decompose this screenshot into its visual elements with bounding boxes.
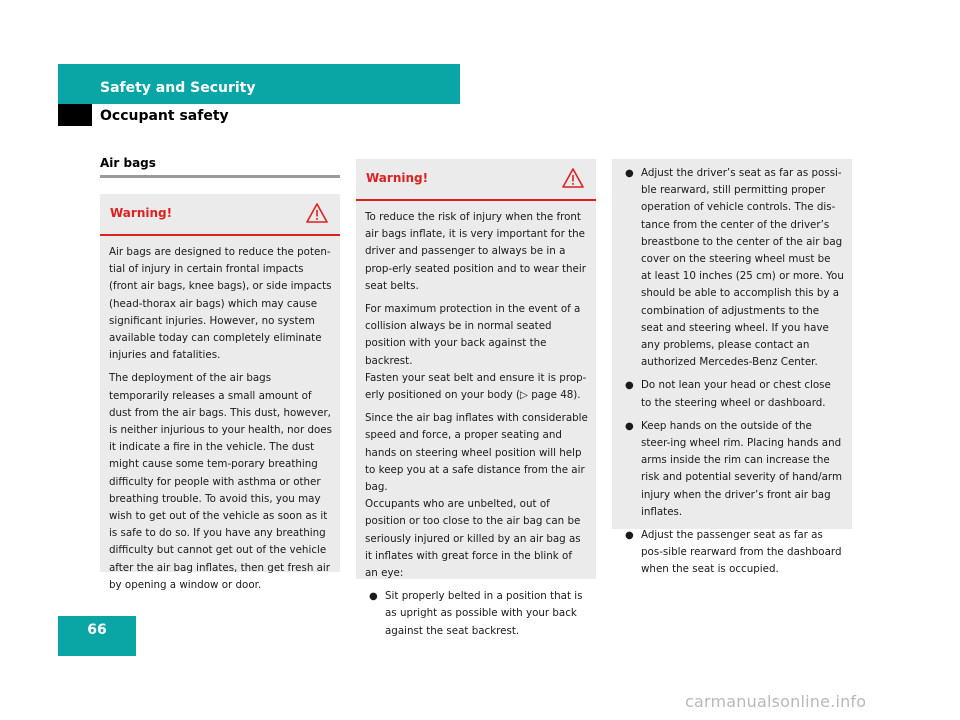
bullet-icon: ● xyxy=(625,380,634,392)
list-item-text: Adjust the passenger seat as far as pos-sible rearward from the dashboard when the seat is occupied. xyxy=(641,529,842,576)
paragraph: For maximum protection in the event of a collision always be in normal seated position with your back against the backrest. xyxy=(365,303,581,367)
watermark: carmanualsonline.info xyxy=(685,692,867,711)
warning-label: Warning! xyxy=(366,171,429,185)
warning-body xyxy=(100,236,340,606)
list-item xyxy=(621,527,844,579)
paragraph: Occupants who are unbelted, out of position or too close to the air bag can be seriously injured or killed by an air bag as it inflates with great force in the blink of an eye: xyxy=(365,498,581,580)
list-item-text: Sit properly belted in a position that is as upright as possible with your back against the seat backrest. xyxy=(385,590,583,637)
bullet-icon: ● xyxy=(369,591,378,603)
bullet-list xyxy=(621,165,844,579)
bullet-icon: ● xyxy=(625,420,634,432)
section-marker xyxy=(58,104,92,126)
list-item-text: Adjust the driver’s seat as far as possi-ble rearward, still permitting proper operation of vehicle controls. The dis-tance from the center of the driver’s breastbone to the center of the air bag cover on the steering wheel must be at least 10 inches (25 cm) or more. You should be able to accomplish this by a combination of adjustments to the seat and steering wheel. If you have any problems, please contact an authorized Mercedes-Benz Center. xyxy=(641,167,844,369)
page-number-box xyxy=(58,616,136,656)
warning-triangle-icon xyxy=(306,203,328,223)
topic-divider xyxy=(100,175,340,178)
warning-triangle-icon xyxy=(562,168,584,188)
instruction-box-right xyxy=(612,159,852,576)
warning-box-left xyxy=(100,194,340,591)
paragraph: Since the air bag inflates with considerable speed and force, a proper seating and hands on steering wheel position will help to keep you at a safe distance from the air bag. xyxy=(365,412,588,494)
list-item-text: Do not lean your head or chest close to the steering wheel or dashboard. xyxy=(641,379,831,409)
list-item xyxy=(621,418,844,521)
topic-heading: Air bags xyxy=(100,156,156,170)
bullet-icon: ● xyxy=(625,168,634,179)
paragraph: Fasten your seat belt and ensure it is prop-erly positioned on your body (▷ page 48). xyxy=(365,371,587,402)
warning-label: Warning! xyxy=(110,206,173,220)
list-item xyxy=(621,165,844,371)
paragraph: Air bags are designed to reduce the poten-tial of injury in certain frontal impacts (front air bags, knee bags), or side impacts (head-thorax air bags) which may cause significant injuries. However, no system available today can completely eliminate injuries and fatalities. xyxy=(109,246,332,362)
bullet-list xyxy=(365,588,588,640)
list-item-text: Keep hands on the outside of the steer-ing wheel rim. Placing hands and arms inside the rim can increase the risk and potential severity of hand/arm injury when the driver’s front air bag inflates. xyxy=(641,419,843,518)
warning-header xyxy=(100,194,340,236)
section-title: Safety and Security xyxy=(100,80,256,96)
warning-box-middle xyxy=(356,159,596,637)
subsection-title: Occupant safety xyxy=(100,108,229,124)
instruction-body xyxy=(612,159,852,591)
paragraph: To reduce the risk of injury when the front air bags inflate, it is very important for the driver and passenger to always be in a prop-erly seated position and to wear their seat belts. xyxy=(365,211,586,292)
warning-header xyxy=(356,159,596,201)
warning-body xyxy=(356,201,596,652)
list-item xyxy=(621,377,844,411)
paragraph: The deployment of the air bags temporarily releases a small amount of dust from the air bags. This dust, however, is neither injurious to your health, nor does it indicate a fire in the vehicle. The dust might cause some tem-porary breathing difficulty for people with asthma or other breathing trouble. To avoid this, you may wish to get out of the vehicle as soon as it is safe to do so. If you have any breathing difficulty but cannot get out of the vehicle after the air bag inflates, then get fresh air by opening a window or door. xyxy=(109,372,333,591)
bullet-icon: ● xyxy=(625,530,634,542)
page-number: 66 xyxy=(87,622,107,638)
list-item xyxy=(365,588,588,640)
